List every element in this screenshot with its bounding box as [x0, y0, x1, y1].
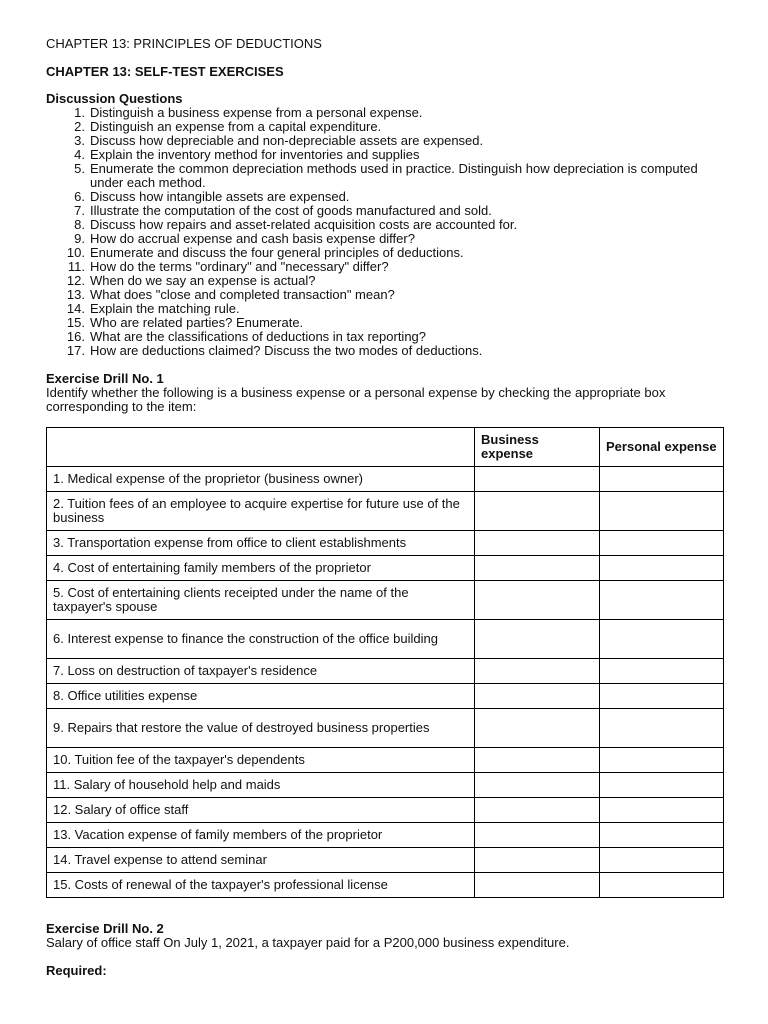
item-description: 12. Salary of office staff	[47, 798, 475, 823]
question-number: 1.	[74, 105, 85, 120]
table-header-personal: Personal expense	[600, 428, 724, 467]
exercise-drill-2	[46, 922, 726, 978]
discussion-question	[46, 232, 726, 246]
drill1-table	[46, 427, 724, 898]
discussion-question	[46, 204, 726, 218]
personal-expense-checkbox[interactable]	[600, 659, 724, 684]
discussion-question	[46, 316, 726, 330]
item-description: 11. Salary of household help and maids	[47, 773, 475, 798]
drill1-description: Identify whether the following is a business expense or a personal expense by checking the appropriate box corresponding to the item:	[46, 385, 666, 414]
discussion-question	[46, 148, 726, 162]
business-expense-checkbox[interactable]	[475, 684, 600, 709]
question-number: 14.	[66, 301, 85, 316]
question-number: 10.	[66, 245, 85, 260]
discussion-question	[46, 106, 726, 120]
personal-expense-checkbox[interactable]	[600, 581, 724, 620]
question-number: 16.	[66, 329, 85, 344]
drill1-table-body	[47, 467, 724, 898]
table-row	[47, 659, 724, 684]
discussion-question	[46, 190, 726, 204]
discussion-question	[46, 344, 726, 358]
business-expense-checkbox[interactable]	[475, 531, 600, 556]
table-row	[47, 620, 724, 659]
business-expense-checkbox[interactable]	[475, 492, 600, 531]
business-expense-checkbox[interactable]	[475, 773, 600, 798]
table-header-business: Business expense	[475, 428, 600, 467]
table-row	[47, 873, 724, 898]
item-description: 9. Repairs that restore the value of destroyed business properties	[47, 709, 475, 748]
business-expense-checkbox[interactable]	[475, 823, 600, 848]
personal-expense-checkbox[interactable]	[600, 684, 724, 709]
business-expense-checkbox[interactable]	[475, 467, 600, 492]
question-number: 13.	[66, 287, 85, 302]
question-text: Illustrate the computation of the cost of goods manufactured and sold.	[90, 203, 492, 218]
personal-expense-checkbox[interactable]	[600, 709, 724, 748]
table-header-item	[47, 428, 475, 467]
personal-expense-checkbox[interactable]	[600, 748, 724, 773]
document-page	[46, 36, 726, 991]
business-expense-checkbox[interactable]	[475, 709, 600, 748]
personal-expense-checkbox[interactable]	[600, 848, 724, 873]
question-number: 8.	[74, 217, 85, 232]
personal-expense-checkbox[interactable]	[600, 873, 724, 898]
question-text: Discuss how repairs and asset-related acquisition costs are accounted for.	[90, 217, 518, 232]
item-description: 4. Cost of entertaining family members of the proprietor	[47, 556, 475, 581]
personal-expense-checkbox[interactable]	[600, 620, 724, 659]
personal-expense-checkbox[interactable]	[600, 492, 724, 531]
drill2-title: Exercise Drill No. 2	[46, 921, 164, 936]
question-text: Who are related parties? Enumerate.	[90, 315, 304, 330]
required-label: Required:	[46, 963, 107, 978]
question-text: Discuss how intangible assets are expensed.	[90, 189, 350, 204]
personal-expense-checkbox[interactable]	[600, 531, 724, 556]
business-expense-checkbox[interactable]	[475, 620, 600, 659]
business-expense-checkbox[interactable]	[475, 798, 600, 823]
item-description: 2. Tuition fees of an employee to acquire expertise for future use of the business	[47, 492, 475, 531]
table-row	[47, 581, 724, 620]
question-text: Discuss how depreciable and non-depreciable assets are expensed.	[90, 133, 484, 148]
table-row	[47, 684, 724, 709]
discussion-question	[46, 260, 726, 274]
table-row	[47, 798, 724, 823]
item-description: 1. Medical expense of the proprietor (business owner)	[47, 467, 475, 492]
question-text: When do we say an expense is actual?	[90, 273, 316, 288]
table-row	[47, 531, 724, 556]
item-description: 10. Tuition fee of the taxpayer's dependents	[47, 748, 475, 773]
table-row	[47, 556, 724, 581]
discussion-question	[46, 274, 726, 288]
question-number: 9.	[74, 231, 85, 246]
question-number: 6.	[74, 189, 85, 204]
question-text: Enumerate the common depreciation methods used in practice. Distinguish how depreciation is computed under each method.	[90, 161, 698, 190]
question-text: Explain the matching rule.	[90, 301, 240, 316]
discussion-question	[46, 134, 726, 148]
question-text: Enumerate and discuss the four general principles of deductions.	[90, 245, 464, 260]
question-text: Explain the inventory method for inventories and supplies	[90, 147, 420, 162]
business-expense-checkbox[interactable]	[475, 748, 600, 773]
personal-expense-checkbox[interactable]	[600, 467, 724, 492]
question-number: 5.	[74, 161, 85, 176]
table-row	[47, 748, 724, 773]
item-description: 14. Travel expense to attend seminar	[47, 848, 475, 873]
selftest-title: CHAPTER 13: SELF-TEST EXERCISES	[46, 64, 284, 79]
question-text: How are deductions claimed? Discuss the two modes of deductions.	[90, 343, 483, 358]
item-description: 6. Interest expense to finance the construction of the office building	[47, 620, 475, 659]
question-text: Distinguish a business expense from a personal expense.	[90, 105, 423, 120]
item-description: 15. Costs of renewal of the taxpayer's professional license	[47, 873, 475, 898]
table-row	[47, 467, 724, 492]
question-number: 11.	[67, 259, 85, 274]
business-expense-checkbox[interactable]	[475, 873, 600, 898]
discussion-questions-list	[46, 106, 726, 358]
question-number: 4.	[74, 147, 85, 162]
question-number: 2.	[74, 119, 85, 134]
personal-expense-checkbox[interactable]	[600, 798, 724, 823]
drill1-title: Exercise Drill No. 1	[46, 371, 164, 386]
personal-expense-checkbox[interactable]	[600, 556, 724, 581]
question-number: 7.	[74, 203, 85, 218]
question-text: How do the terms "ordinary" and "necessary" differ?	[90, 259, 389, 274]
table-row	[47, 773, 724, 798]
discussion-question	[46, 162, 726, 190]
question-text: What does "close and completed transaction" mean?	[90, 287, 395, 302]
personal-expense-checkbox[interactable]	[600, 773, 724, 798]
discussion-question	[46, 288, 726, 302]
personal-expense-checkbox[interactable]	[600, 823, 724, 848]
question-number: 3.	[74, 133, 85, 148]
business-expense-checkbox[interactable]	[475, 659, 600, 684]
item-description: 7. Loss on destruction of taxpayer's residence	[47, 659, 475, 684]
item-description: 8. Office utilities expense	[47, 684, 475, 709]
discussion-question	[46, 302, 726, 316]
table-row	[47, 709, 724, 748]
table-row	[47, 848, 724, 873]
question-number: 15.	[66, 315, 85, 330]
question-number: 17.	[66, 343, 85, 358]
table-row	[47, 823, 724, 848]
question-number: 12.	[66, 273, 85, 288]
chapter-title: CHAPTER 13: PRINCIPLES OF DEDUCTIONS	[46, 36, 322, 51]
item-description: 13. Vacation expense of family members of the proprietor	[47, 823, 475, 848]
question-text: How do accrual expense and cash basis expense differ?	[90, 231, 415, 246]
drill2-description: Salary of office staff On July 1, 2021, a taxpayer paid for a P200,000 business expenditure.	[46, 935, 570, 950]
table-row	[47, 492, 724, 531]
business-expense-checkbox[interactable]	[475, 556, 600, 581]
discussion-question	[46, 218, 726, 232]
item-description: 5. Cost of entertaining clients receipted under the name of the taxpayer's spouse	[47, 581, 475, 620]
exercise-drill-1	[46, 372, 726, 898]
discussion-question	[46, 246, 726, 260]
business-expense-checkbox[interactable]	[475, 581, 600, 620]
question-text: Distinguish an expense from a capital expenditure.	[90, 119, 382, 134]
question-text: What are the classifications of deductions in tax reporting?	[90, 329, 427, 344]
item-description: 3. Transportation expense from office to client establishments	[47, 531, 475, 556]
business-expense-checkbox[interactable]	[475, 848, 600, 873]
discussion-question	[46, 330, 726, 344]
discussion-title: Discussion Questions	[46, 91, 183, 106]
discussion-question	[46, 120, 726, 134]
